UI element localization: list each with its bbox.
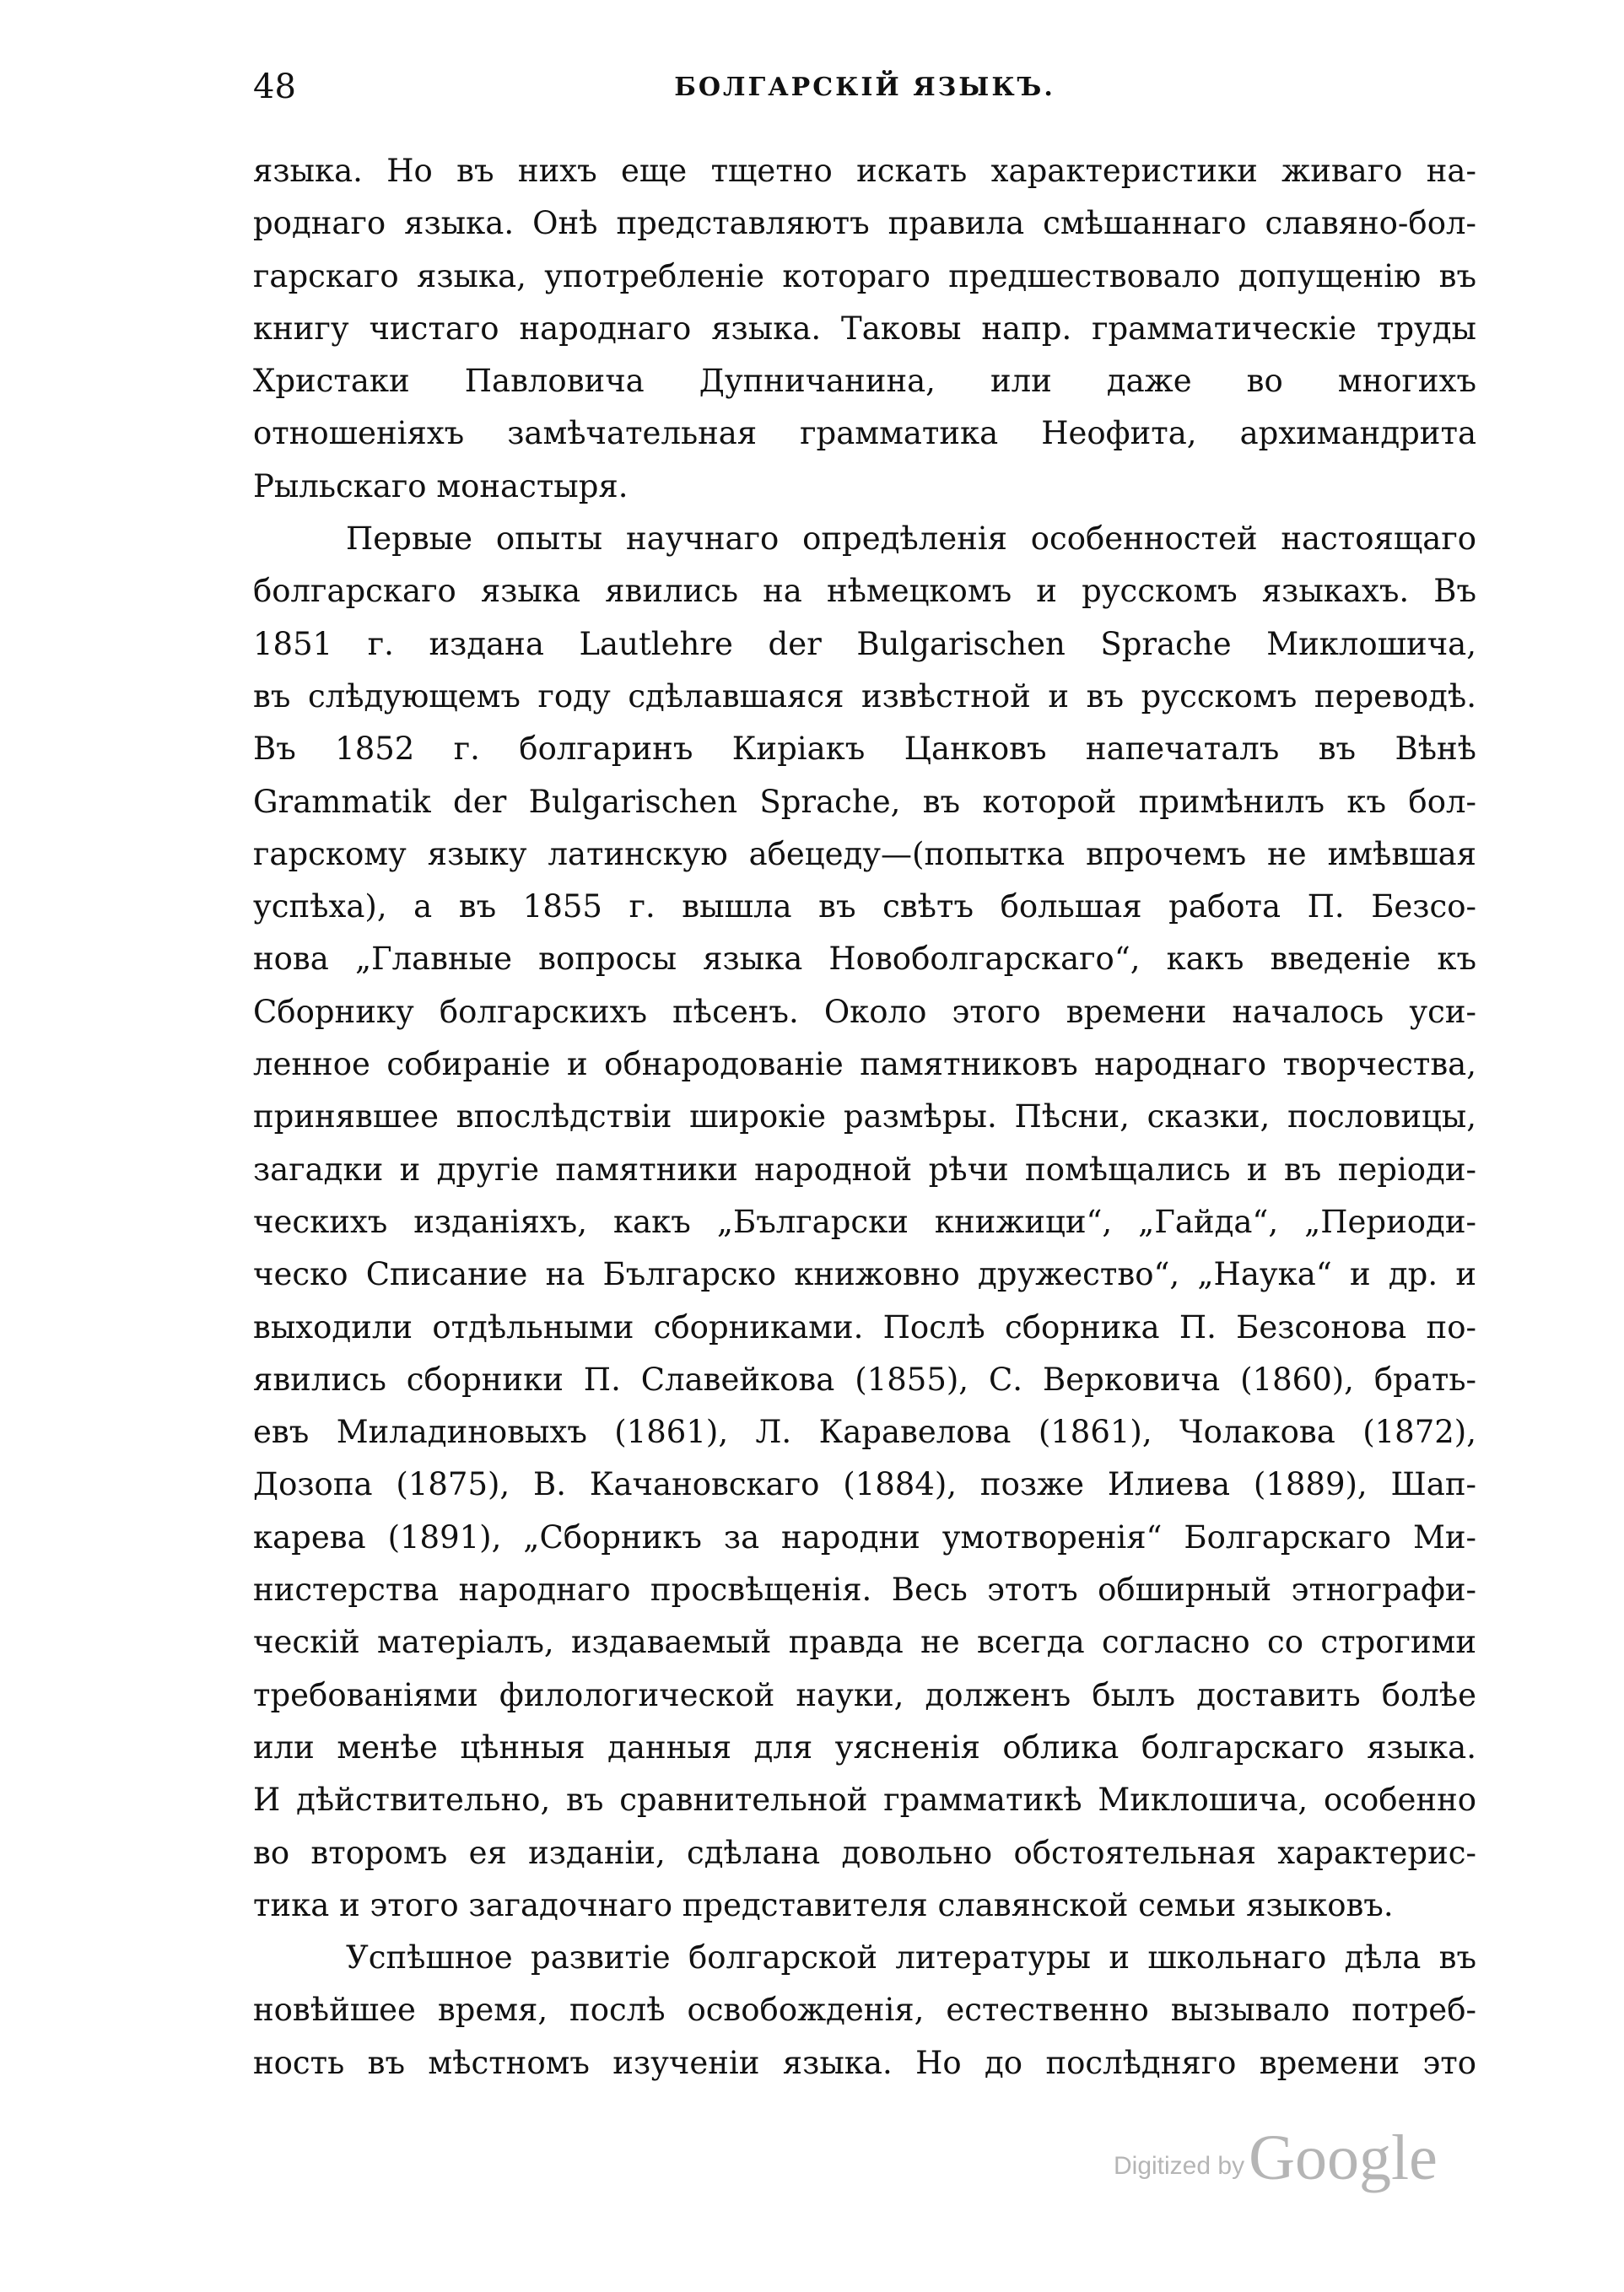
- text-line: ческихъ изданіяхъ, какъ „Български книжици“, „Гайда“, „Периоди-: [253, 1203, 1476, 1240]
- running-title: БОЛГАРСКІЙ ЯЗЫКЪ.: [674, 73, 1055, 102]
- text-line: новѣйшее время, послѣ освобожденія, естественно вызывало потреб-: [253, 1992, 1476, 2029]
- text-line: 1851 г. издана Lautlehre der Bulgarischen Sprache Миклошича,: [253, 625, 1476, 662]
- text-line: нистерства народнаго просвѣщенія. Весь этотъ обширный этнографи-: [253, 1572, 1476, 1609]
- text-line: Сборнику болгарскихъ пѣсенъ. Около этого времени началось уси-: [253, 993, 1476, 1030]
- text-line: болгарскаго языка явились на нѣмецкомъ и русскомъ языкахъ. Въ: [253, 573, 1476, 610]
- text-line: евъ Миладиновыхъ (1861), Л. Каравелова (1861), Чолакова (1872),: [253, 1414, 1476, 1451]
- text-line: гарскаго языка, употребленіе котораго предшествовало допущенію въ: [253, 257, 1476, 294]
- paragraph: [253, 513, 1476, 1932]
- text-line: И дѣйствительно, въ сравнительной грамматикѣ Миклошича, особенно: [253, 1782, 1476, 1819]
- text-line: принявшее впослѣдствіи широкіе размѣры. Пѣсни, сказки, пословицы,: [253, 1098, 1476, 1135]
- text-line: требованіями филологической науки, долженъ былъ доставить болѣе: [253, 1676, 1476, 1713]
- digitized-by-watermark: [1114, 2122, 1438, 2195]
- text-line: Христаки Павловича Дупничанина, или даже во многихъ: [253, 363, 1476, 400]
- text-line: загадки и другіе памятники народной рѣчи помѣщались и въ періоди-: [253, 1151, 1476, 1188]
- text-line: явились сборники П. Славейкова (1855), С. Верковича (1860), брать-: [253, 1361, 1476, 1398]
- paragraph: [253, 1932, 1476, 2090]
- paragraph: [253, 145, 1476, 513]
- text-line: ность въ мѣстномъ изученіи языка. Но до послѣдняго времени это: [253, 2044, 1476, 2081]
- text-line: роднаго языка. Онѣ представляютъ правила смѣшаннаго славяно-бол-: [253, 205, 1476, 242]
- text-line: Первые опыты научнаго опредѣленія особенностей настоящаго: [346, 520, 1476, 558]
- text-line: Въ 1852 г. болгаринъ Киріакъ Цанковъ напечаталъ въ Вѣнѣ: [253, 731, 1476, 768]
- text-line: книгу чистаго народнаго языка. Таковы напр. грамматическіе труды: [253, 310, 1476, 347]
- text-line: Рыльскаго монастыря.: [253, 467, 629, 504]
- text-line: или менѣе цѣнныя данныя для уясненія облика болгарскаго языка.: [253, 1728, 1476, 1766]
- text-line: тика и этого загадочнаго представителя славянской семьи языковъ.: [253, 1886, 1394, 1923]
- text-line: ленное собираніе и обнародованіе памятниковъ народнаго творчества,: [253, 1046, 1476, 1083]
- text-line: выходили отдѣльными сборниками. Послѣ сборника П. Безсонова по-: [253, 1308, 1476, 1346]
- watermark-prefix: Digitized by: [1114, 2152, 1245, 2180]
- text-line: Успѣшное развитіе болгарской литературы и школьнаго дѣла въ: [346, 1939, 1476, 1977]
- text-line: карева (1891), „Сборникъ за народни умотворенія“ Болгарскаго Ми-: [253, 1518, 1476, 1556]
- text-line: нова „Главные вопросы языка Новоболгарскаго“, какъ введеніе къ: [253, 941, 1476, 978]
- google-logo: Google: [1249, 2122, 1438, 2193]
- text-line: во второмъ ея изданіи, сдѣлана довольно обстоятельная характерис-: [253, 1834, 1476, 1871]
- text-line: Дозопа (1875), В. Качановскаго (1884), позже Илиева (1889), Шап-: [253, 1466, 1476, 1503]
- text-line: гарскому языку латинскую абецеду—(попытка впрочемъ не имѣвшая: [253, 835, 1476, 872]
- page-header: [253, 67, 1476, 127]
- text-line: отношеніяхъ замѣчательная грамматика Неофита, архимандрита: [253, 415, 1476, 452]
- text-line: въ слѣдующемъ году сдѣлавшаяся извѣстной и въ русскомъ переводѣ.: [253, 677, 1476, 715]
- body-text: [253, 145, 1476, 2090]
- text-line: ческо Списание на Българско книжовно дружество“, „Наука“ и др. и: [253, 1256, 1476, 1293]
- text-line: языка. Но въ нихъ еще тщетно искать характеристики живаго на-: [253, 153, 1476, 189]
- text-line: успѣха), а въ 1855 г. вышла въ свѣтъ большая работа П. Безсо-: [253, 888, 1476, 925]
- text-line: Grammatik der Bulgarischen Sprache, въ которой примѣнилъ къ бол-: [253, 783, 1476, 820]
- page-number: 48: [253, 67, 296, 106]
- text-line: ческій матеріалъ, издаваемый правда не всегда согласно со строгими: [253, 1624, 1476, 1661]
